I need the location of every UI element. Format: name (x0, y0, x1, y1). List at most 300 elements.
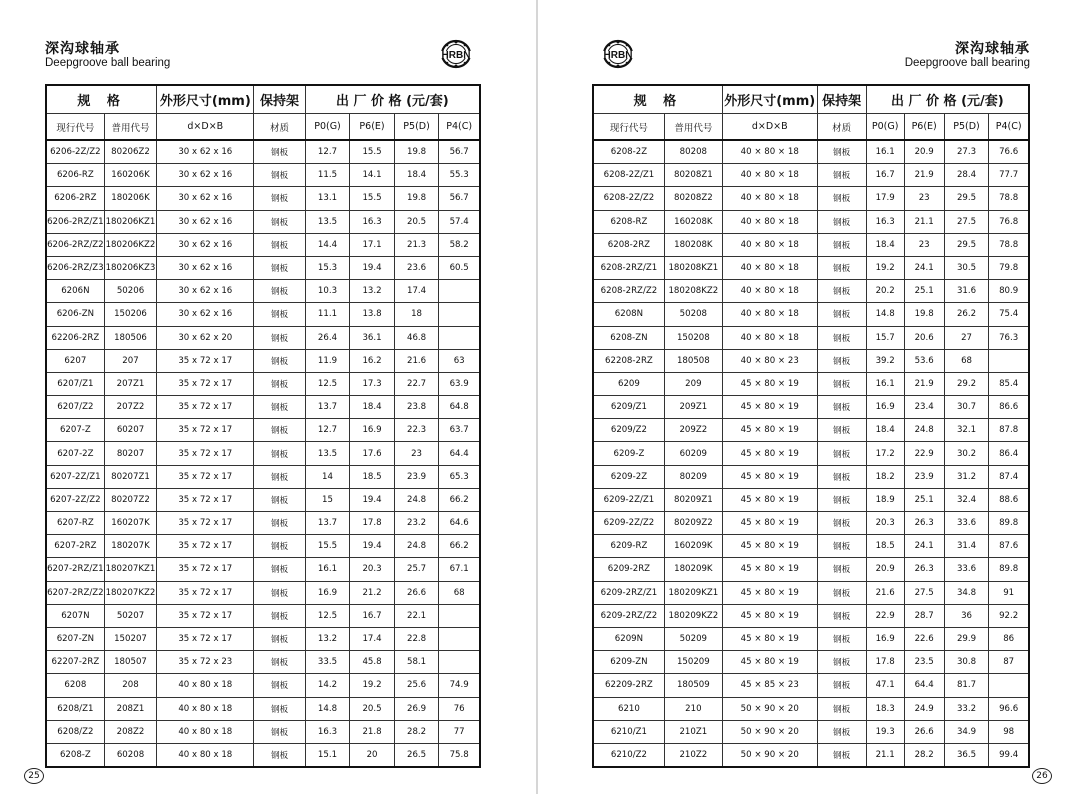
header-cage: 保持架 (817, 85, 866, 114)
header-common-code: 普用代号 (104, 114, 157, 141)
table-row (593, 627, 1029, 650)
cell-dimensions: 45 × 80 × 19 (722, 604, 817, 627)
cell-current-code: 6208-2RZ/Z1 (593, 256, 664, 279)
cell-price-p5: 30.7 (944, 396, 989, 419)
cell-dimensions: 45 × 80 × 19 (722, 465, 817, 488)
cell-common-code: 150207 (104, 627, 157, 650)
cell-dimensions: 45 × 80 × 19 (722, 419, 817, 442)
cell-price-p5: 23.6 (394, 256, 439, 279)
cell-common-code: 80207Z2 (104, 488, 157, 511)
cell-price-p6: 16.2 (350, 349, 395, 372)
cell-price-p0: 14.2 (305, 674, 350, 697)
cell-current-code: 6208-Z (46, 743, 104, 767)
cell-price-p0: 39.2 (866, 349, 904, 372)
cell-current-code: 6208-2RZ (593, 233, 664, 256)
table-row (46, 465, 480, 488)
cell-dimensions: 50 × 90 × 20 (722, 720, 817, 743)
cell-price-p6: 18.5 (350, 465, 395, 488)
cell-common-code: 180208K (664, 233, 722, 256)
cell-current-code: 6209/Z2 (593, 419, 664, 442)
table-row (46, 720, 480, 743)
cell-common-code: 60209 (664, 442, 722, 465)
cell-price-p5: 23 (394, 442, 439, 465)
cell-current-code: 6209-ZN (593, 651, 664, 674)
cell-price-p6: 22.9 (904, 442, 944, 465)
cell-current-code: 6207/Z2 (46, 396, 104, 419)
table-row (46, 442, 480, 465)
cell-price-p0: 13.5 (305, 442, 350, 465)
cell-price-p5: 21.6 (394, 349, 439, 372)
cell-current-code: 6207-2Z/Z2 (46, 488, 104, 511)
cell-cage-material: 钢板 (817, 419, 866, 442)
cell-price-p0: 20.2 (866, 280, 904, 303)
cell-common-code: 180508 (664, 349, 722, 372)
cell-common-code: 180206K (104, 187, 157, 210)
table-row (46, 558, 480, 581)
cell-price-p6: 19.4 (350, 488, 395, 511)
cell-price-p6: 15.5 (350, 140, 395, 164)
cell-price-p4: 55.3 (439, 164, 480, 187)
cell-price-p5: 26.2 (944, 303, 989, 326)
cell-price-p5: 22.7 (394, 372, 439, 395)
cell-price-p6: 26.3 (904, 558, 944, 581)
cell-price-p4: 56.7 (439, 187, 480, 210)
header-spec: 规 格 (593, 85, 722, 114)
header-dims: 外形尺寸(mm) (157, 85, 254, 114)
cell-dimensions: 45 × 80 × 19 (722, 372, 817, 395)
header-current-code: 现行代号 (46, 114, 104, 141)
cell-price-p0: 16.1 (305, 558, 350, 581)
cell-price-p5: 81.7 (944, 674, 989, 697)
cell-price-p0: 10.3 (305, 280, 350, 303)
cell-common-code: 209Z1 (664, 396, 722, 419)
cell-dimensions: 40 × 80 × 18 (722, 280, 817, 303)
cell-common-code: 80209Z1 (664, 488, 722, 511)
cell-price-p6: 23.9 (904, 465, 944, 488)
cell-current-code: 6208-2Z (593, 140, 664, 164)
cell-dimensions: 50 × 90 × 20 (722, 697, 817, 720)
cell-cage-material: 钢板 (817, 743, 866, 767)
hrbn-logo-icon (432, 38, 480, 70)
cell-price-p6: 20.9 (904, 140, 944, 164)
header-common-code: 普用代号 (664, 114, 722, 141)
header-p0: P0(G) (866, 114, 904, 141)
bearing-table (592, 84, 1030, 768)
cell-price-p5: 31.2 (944, 465, 989, 488)
table-row (46, 164, 480, 187)
cell-cage-material: 钢板 (254, 303, 305, 326)
cell-price-p4: 89.8 (989, 512, 1029, 535)
page-title-cn: 深沟球轴承 (955, 41, 1030, 57)
table-row (593, 303, 1029, 326)
cell-price-p4 (439, 627, 480, 650)
cell-price-p0: 33.5 (305, 651, 350, 674)
cell-price-p5: 26.6 (394, 581, 439, 604)
cell-price-p5: 23.2 (394, 512, 439, 535)
page-title-en: Deepgroove ball bearing (45, 57, 171, 69)
cell-price-p6: 14.1 (350, 164, 395, 187)
cell-current-code: 6206-2RZ (46, 187, 104, 210)
cell-cage-material: 钢板 (817, 233, 866, 256)
cell-price-p6: 22.6 (904, 627, 944, 650)
cell-price-p4: 63.9 (439, 372, 480, 395)
cell-cage-material: 钢板 (254, 233, 305, 256)
cell-cage-material: 钢板 (817, 558, 866, 581)
cell-price-p6: 45.8 (350, 651, 395, 674)
cell-common-code: 50207 (104, 604, 157, 627)
cell-cage-material: 钢板 (254, 697, 305, 720)
cell-cage-material: 钢板 (254, 720, 305, 743)
cell-price-p5: 25.7 (394, 558, 439, 581)
table-row (46, 187, 480, 210)
cell-price-p0: 16.3 (866, 210, 904, 233)
cell-price-p4: 77 (439, 720, 480, 743)
cell-price-p0: 18.2 (866, 465, 904, 488)
cell-price-p4: 99.4 (989, 743, 1029, 767)
cell-cage-material: 钢板 (254, 651, 305, 674)
cell-price-p5: 27.3 (944, 140, 989, 164)
cell-cage-material: 钢板 (254, 581, 305, 604)
cell-common-code: 208Z1 (104, 697, 157, 720)
table-row (593, 535, 1029, 558)
cell-current-code: 6207N (46, 604, 104, 627)
cell-common-code: 160209K (664, 535, 722, 558)
cell-current-code: 6209-2RZ/Z1 (593, 581, 664, 604)
cell-price-p0: 18.5 (866, 535, 904, 558)
cell-cage-material: 钢板 (254, 256, 305, 279)
cell-price-p5: 29.9 (944, 627, 989, 650)
cell-price-p5: 33.6 (944, 512, 989, 535)
cell-price-p4: 75.4 (989, 303, 1029, 326)
table-row (46, 210, 480, 233)
cell-common-code: 210Z2 (664, 743, 722, 767)
cell-price-p6: 23 (904, 233, 944, 256)
cell-price-p4 (989, 674, 1029, 697)
cell-price-p6: 17.4 (350, 627, 395, 650)
header-p6: P6(E) (350, 114, 395, 141)
cell-price-p6: 21.2 (350, 581, 395, 604)
cell-price-p0: 17.8 (866, 651, 904, 674)
cell-price-p5: 58.1 (394, 651, 439, 674)
cell-dimensions: 35 x 72 x 17 (157, 581, 254, 604)
cell-price-p5: 31.6 (944, 280, 989, 303)
cell-price-p5: 32.4 (944, 488, 989, 511)
logo-text: HRBN (441, 50, 471, 61)
cell-price-p5: 19.8 (394, 187, 439, 210)
cell-price-p6: 27.5 (904, 581, 944, 604)
cell-price-p6: 16.3 (350, 210, 395, 233)
cell-price-p0: 14.8 (866, 303, 904, 326)
cell-cage-material: 钢板 (254, 419, 305, 442)
cell-current-code: 6206-2RZ/Z1 (46, 210, 104, 233)
table-row (46, 581, 480, 604)
cell-price-p4: 78.8 (989, 233, 1029, 256)
table-row (593, 256, 1029, 279)
cell-price-p0: 21.6 (866, 581, 904, 604)
cell-price-p6: 19.2 (350, 674, 395, 697)
cell-dimensions: 30 x 62 x 16 (157, 280, 254, 303)
cell-common-code: 80207 (104, 442, 157, 465)
cell-price-p5: 18 (394, 303, 439, 326)
cell-dimensions: 35 x 72 x 23 (157, 651, 254, 674)
cell-price-p6: 23.4 (904, 396, 944, 419)
cell-dimensions: 35 x 72 x 17 (157, 512, 254, 535)
cell-dimensions: 35 x 72 x 17 (157, 465, 254, 488)
header-dxdxb: d×D×B (722, 114, 817, 141)
cell-cage-material: 钢板 (254, 627, 305, 650)
cell-price-p5: 29.5 (944, 187, 989, 210)
cell-dimensions: 40 x 80 x 18 (157, 720, 254, 743)
cell-current-code: 6209-2Z/Z2 (593, 512, 664, 535)
cell-common-code: 180207KZ1 (104, 558, 157, 581)
header-p6: P6(E) (904, 114, 944, 141)
cell-current-code: 6208 (46, 674, 104, 697)
cell-price-p6: 20 (350, 743, 395, 767)
table-row (593, 419, 1029, 442)
cell-cage-material: 钢板 (817, 720, 866, 743)
cell-price-p4: 91 (989, 581, 1029, 604)
header-cage: 保持架 (254, 85, 305, 114)
cell-price-p5: 68 (944, 349, 989, 372)
cell-price-p5: 20.5 (394, 210, 439, 233)
header-p4: P4(C) (989, 114, 1029, 141)
cell-dimensions: 40 × 80 × 18 (722, 164, 817, 187)
table-row (593, 326, 1029, 349)
table-row (46, 326, 480, 349)
page-number: 26 (1032, 768, 1052, 784)
header-dxdxb: d×D×B (157, 114, 254, 141)
cell-price-p5: 21.3 (394, 233, 439, 256)
cell-current-code: 6207-Z (46, 419, 104, 442)
cell-price-p5: 30.8 (944, 651, 989, 674)
cell-price-p6: 24.1 (904, 535, 944, 558)
header-current-code: 现行代号 (593, 114, 664, 141)
cell-price-p4 (439, 651, 480, 674)
cell-common-code: 180209KZ2 (664, 604, 722, 627)
cell-price-p4 (439, 303, 480, 326)
table-row (46, 743, 480, 767)
cell-common-code: 208 (104, 674, 157, 697)
cell-price-p4: 76.3 (989, 326, 1029, 349)
cell-common-code: 80208Z2 (664, 187, 722, 210)
cell-current-code: 6208/Z2 (46, 720, 104, 743)
cell-price-p6: 23 (904, 187, 944, 210)
cell-price-p4: 66.2 (439, 535, 480, 558)
cell-common-code: 210Z1 (664, 720, 722, 743)
cell-dimensions: 40 × 80 × 18 (722, 256, 817, 279)
cell-common-code: 60208 (104, 743, 157, 767)
cell-common-code: 207Z1 (104, 372, 157, 395)
cell-cage-material: 钢板 (254, 558, 305, 581)
cell-price-p5: 25.6 (394, 674, 439, 697)
cell-price-p5: 28.4 (944, 164, 989, 187)
cell-common-code: 160208K (664, 210, 722, 233)
cell-price-p4: 92.2 (989, 604, 1029, 627)
cell-price-p4: 77.7 (989, 164, 1029, 187)
cell-price-p6: 20.6 (904, 326, 944, 349)
table-row (593, 604, 1029, 627)
cell-price-p4 (439, 326, 480, 349)
table-row (46, 535, 480, 558)
bearing-table (45, 84, 481, 768)
table-row (593, 280, 1029, 303)
cell-price-p4: 86 (989, 627, 1029, 650)
cell-common-code: 207 (104, 349, 157, 372)
page-title-en: Deepgroove ball bearing (904, 57, 1030, 69)
cell-cage-material: 钢板 (817, 303, 866, 326)
cell-dimensions: 35 x 72 x 17 (157, 604, 254, 627)
cell-price-p0: 12.5 (305, 604, 350, 627)
cell-price-p5: 18.4 (394, 164, 439, 187)
cell-common-code: 207Z2 (104, 396, 157, 419)
cell-current-code: 6208-2Z/Z1 (593, 164, 664, 187)
header-price: 出 厂 价 格 (元/套) (305, 85, 480, 114)
cell-price-p5: 26.9 (394, 697, 439, 720)
cell-price-p5: 23.9 (394, 465, 439, 488)
cell-price-p4: 60.5 (439, 256, 480, 279)
page-left (0, 0, 536, 794)
cell-cage-material: 钢板 (817, 326, 866, 349)
cell-price-p4 (439, 280, 480, 303)
cell-dimensions: 30 x 62 x 16 (157, 164, 254, 187)
cell-price-p4: 96.6 (989, 697, 1029, 720)
cell-dimensions: 30 x 62 x 16 (157, 233, 254, 256)
cell-price-p0: 18.4 (866, 419, 904, 442)
cell-price-p6: 18.4 (350, 396, 395, 419)
cell-price-p0: 17.9 (866, 187, 904, 210)
cell-price-p4: 64.4 (439, 442, 480, 465)
cell-current-code: 62209-2RZ (593, 674, 664, 697)
cell-current-code: 6209-RZ (593, 535, 664, 558)
cell-common-code: 150209 (664, 651, 722, 674)
cell-dimensions: 40 × 80 × 23 (722, 349, 817, 372)
cell-dimensions: 40 × 80 × 18 (722, 233, 817, 256)
table-row (46, 140, 480, 164)
cell-price-p0: 12.5 (305, 372, 350, 395)
cell-price-p0: 16.3 (305, 720, 350, 743)
cell-dimensions: 35 x 72 x 17 (157, 488, 254, 511)
cell-cage-material: 钢板 (817, 535, 866, 558)
cell-price-p6: 19.4 (350, 535, 395, 558)
cell-cage-material: 钢板 (254, 396, 305, 419)
cell-cage-material: 钢板 (254, 210, 305, 233)
header-p5: P5(D) (394, 114, 439, 141)
cell-price-p4: 58.2 (439, 233, 480, 256)
table-row (593, 187, 1029, 210)
table-row (46, 512, 480, 535)
cell-current-code: 6208-RZ (593, 210, 664, 233)
cell-price-p6: 21.8 (350, 720, 395, 743)
cell-cage-material: 钢板 (254, 140, 305, 164)
cell-cage-material: 钢板 (254, 280, 305, 303)
cell-common-code: 80206Z2 (104, 140, 157, 164)
cell-cage-material: 钢板 (254, 488, 305, 511)
cell-price-p4: 57.4 (439, 210, 480, 233)
table-row (593, 743, 1029, 767)
cell-cage-material: 钢板 (817, 210, 866, 233)
table-row (46, 349, 480, 372)
cell-common-code: 160207K (104, 512, 157, 535)
cell-common-code: 50209 (664, 627, 722, 650)
cell-price-p0: 20.3 (866, 512, 904, 535)
logo-text: HRBN (603, 50, 633, 61)
cell-price-p5: 26.5 (394, 743, 439, 767)
cell-price-p4: 76 (439, 697, 480, 720)
cell-price-p6: 15.5 (350, 187, 395, 210)
cell-dimensions: 35 x 72 x 17 (157, 349, 254, 372)
cell-dimensions: 40 × 80 × 18 (722, 326, 817, 349)
page-number: 25 (24, 768, 44, 784)
cell-cage-material: 钢板 (254, 535, 305, 558)
cell-price-p0: 16.9 (866, 396, 904, 419)
cell-common-code: 180209KZ1 (664, 581, 722, 604)
cell-price-p6: 17.1 (350, 233, 395, 256)
cell-price-p0: 18.3 (866, 697, 904, 720)
cell-common-code: 180206KZ3 (104, 256, 157, 279)
cell-price-p4: 74.9 (439, 674, 480, 697)
cell-dimensions: 35 x 72 x 17 (157, 558, 254, 581)
cell-common-code: 210 (664, 697, 722, 720)
cell-dimensions: 30 x 62 x 16 (157, 140, 254, 164)
cell-price-p6: 26.6 (904, 720, 944, 743)
cell-dimensions: 45 × 80 × 19 (722, 488, 817, 511)
cell-cage-material: 钢板 (817, 697, 866, 720)
cell-dimensions: 50 × 90 × 20 (722, 743, 817, 767)
cell-price-p6: 25.1 (904, 488, 944, 511)
cell-dimensions: 30 x 62 x 20 (157, 326, 254, 349)
cell-current-code: 6207 (46, 349, 104, 372)
cell-dimensions: 35 x 72 x 17 (157, 627, 254, 650)
cell-price-p0: 13.7 (305, 396, 350, 419)
table-row (593, 488, 1029, 511)
cell-dimensions: 45 × 80 × 19 (722, 396, 817, 419)
cell-dimensions: 40 × 80 × 18 (722, 187, 817, 210)
cell-dimensions: 45 × 80 × 19 (722, 581, 817, 604)
table-body (593, 140, 1029, 767)
cell-common-code: 150208 (664, 326, 722, 349)
cell-price-p0: 47.1 (866, 674, 904, 697)
cell-current-code: 6209-2Z/Z1 (593, 488, 664, 511)
cell-price-p0: 16.7 (866, 164, 904, 187)
cell-price-p6: 16.9 (350, 419, 395, 442)
cell-price-p6: 21.1 (904, 210, 944, 233)
cell-price-p0: 16.9 (866, 627, 904, 650)
cell-current-code: 6207-ZN (46, 627, 104, 650)
cell-price-p0: 19.3 (866, 720, 904, 743)
header-p0: P0(G) (305, 114, 350, 141)
cell-dimensions: 45 × 80 × 19 (722, 512, 817, 535)
cell-dimensions: 30 x 62 x 16 (157, 210, 254, 233)
cell-common-code: 60207 (104, 419, 157, 442)
table-row (593, 442, 1029, 465)
cell-current-code: 6209-2RZ/Z2 (593, 604, 664, 627)
cell-cage-material: 钢板 (817, 164, 866, 187)
cell-common-code: 150206 (104, 303, 157, 326)
cell-dimensions: 40 × 80 × 18 (722, 140, 817, 164)
cell-dimensions: 35 x 72 x 17 (157, 535, 254, 558)
cell-current-code: 6207-2Z (46, 442, 104, 465)
cell-common-code: 209 (664, 372, 722, 395)
cell-current-code: 6208-2Z/Z2 (593, 187, 664, 210)
cell-cage-material: 钢板 (817, 627, 866, 650)
cell-common-code: 180206KZ1 (104, 210, 157, 233)
cell-common-code: 50206 (104, 280, 157, 303)
header-material: 材质 (817, 114, 866, 141)
cell-dimensions: 45 × 80 × 19 (722, 651, 817, 674)
cell-price-p4: 85.4 (989, 372, 1029, 395)
cell-cage-material: 钢板 (817, 512, 866, 535)
cell-price-p6: 13.2 (350, 280, 395, 303)
